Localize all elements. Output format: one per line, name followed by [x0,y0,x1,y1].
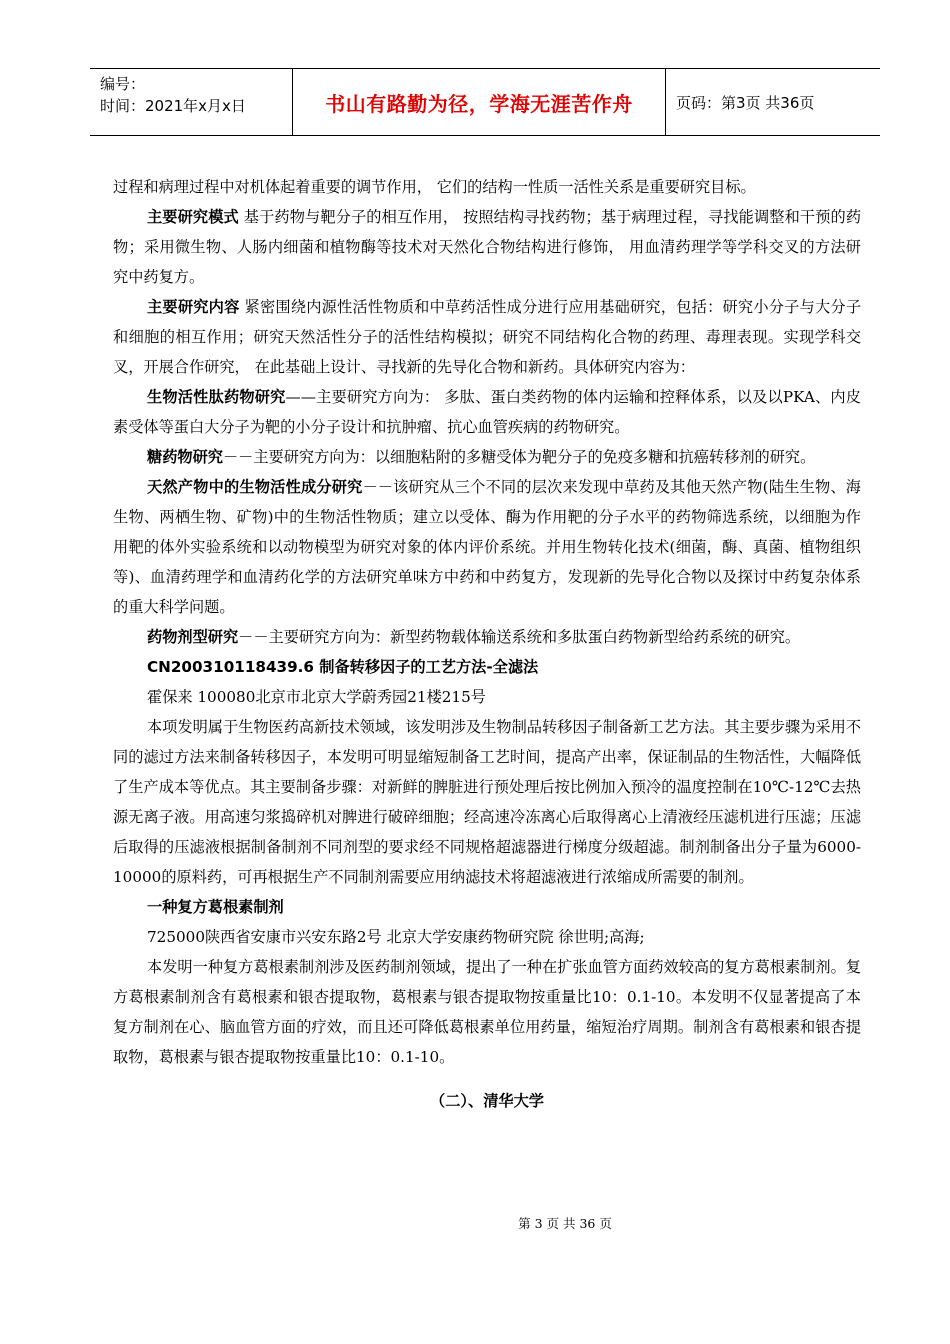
patent-title: CN200310118439.6 制备转移因子的工艺方法-全滤法 [147,658,539,676]
paragraph-peptide [113,382,861,442]
paragraph-dosage-form [113,622,861,652]
paragraph-natural-products [113,472,861,622]
paragraph-title: 主要研究模式 [147,208,239,226]
time-label: 时间：2021年x月x日 [100,97,246,115]
patent-abstract: 本项发明属于生物医药高新技术领域，该发明涉及生物制品转移因子制备新工艺方法。其主要步骤为采用不同的滤过方法来制备转移因子，本发明可明显缩短制备工艺时间，提高产出率，保证制品的生物活性，大幅降低了生产成本等优点。其主要制备步骤：对新鲜的脾脏进行预处理后按比例加入预冷的温度控制在10℃-12℃去热源无离子液。用高速匀浆捣碎机对脾进行破碎细胞；经高速冷冻离心后取得离心上清液经压滤机进行压滤；压滤后取得的压滤液根据制备制剂不同剂型的要求经不同规格超滤器进行梯度分级超滤。制剂制备出分子量为6000-10000的原料药，可再根据生产不同制剂需要应用纳滤技术将超滤液进行浓缩成所需要的制剂。 [113,718,861,886]
patent-title: 一种复方葛根素制剂 [147,898,284,916]
paragraph-title: 糖药物研究 [147,448,223,466]
header-page-info: 页码：第3页 共36页 [676,93,815,112]
paragraph-title: 主要研究内容 [147,298,240,316]
document-body [113,172,861,1116]
number-label: 编号： [100,75,146,93]
paragraph-text: 紧密围绕内源性活性物质和中草药活性成分进行应用基础研究，包括：研究小分子与大分子和细胞的相互作用；研究天然活性分子的活性结构模拟；研究不同结构化合物的药理、毒理表现。实现学科交叉，开展合作研究， 在此基础上设计、寻找新的先导化合物和新药。具体研究内容为： [113,298,862,376]
paragraph-text: ——主要研究方向为： 多肽、蛋白类药物的体内运输和控释体系，以及以PKA、内皮素受体等蛋白大分子为靶的小分子设计和抗肿瘤、抗心血管疾病的药物研究。 [113,388,861,436]
paragraph-text: －－主要研究方向为：新型药物载体输送系统和多肽蛋白药物新型给药系统的研究。 [238,628,801,646]
section-heading: （二）、清华大学 [430,1092,544,1110]
paragraph-title: 生物活性肽药物研究 [147,388,286,406]
paragraph-title: 药物剂型研究 [147,628,239,646]
paragraph-text: 基于药物与靶分子的相互作用， 按照结构寻找药物；基于病理过程，寻找能调整和干预的药物；采用微生物、人肠内细菌和植物酶等技术对天然化合物结构进行修饰， 用血清药理学等学科交叉的方法研究中药复方。 [113,208,862,286]
page-header [90,68,880,136]
paragraph-research-mode [113,202,861,292]
header-meta [90,69,292,135]
header-motto: 书山有路勤为径，学海无涯苦作舟 [292,69,666,135]
patent-abstract: 本发明一种复方葛根素制剂涉及医药制剂领域，提出了一种在扩张血管方面药效较高的复方葛根素制剂。复方葛根素制剂含有葛根素和银杏提取物，葛根素与银杏提取物按重量比10：0.1-10。本发明不仅显著提高了本复方制剂在心、脑血管方面的疗效，而且还可降低葛根素单位用药量，缩短治疗周期。制剂含有葛根素和银杏提取物，葛根素与银杏提取物按重量比10：0.1-10。 [113,958,861,1066]
paragraph: 过程和病理过程中对机体起着重要的调节作用， 它们的结构一性质一活性关系是重要研究目标。 [113,178,756,196]
paragraph-research-content [113,292,861,382]
paragraph-sugar [113,442,861,472]
patent-author: 霍保来 100080北京市北京大学蔚秀园21楼215号 [147,688,486,706]
patent-author: 725000陕西省安康市兴安东路2号 北京大学安康药物研究院 徐世明;高海; [147,928,645,946]
page-footer: 第 3 页 共 36 页 [518,1216,612,1231]
paragraph-text: －－该研究从三个不同的层次来发现中草药及其他天然产物(陆生生物、海生物、两栖生物、矿物)中的生物活性物质；建立以受体、酶为作用靶的分子水平的药物筛选系统，以细胞为作用靶的体外实验系统和以动物模型为研究对象的体内评价系统。并用生物转化技术(细菌，酶、真菌、植物组织等)、血清药理学和血清药化学的方法研究单味方中药和中药复方，发现新的先导化合物以及探讨中药复杂体系的重大科学问题。 [113,478,861,616]
paragraph-text: －－主要研究方向为：以细胞粘附的多糖受体为靶分子的免疫多糖和抗癌转移剂的研究。 [222,448,816,466]
paragraph-title: 天然产物中的生物活性成分研究 [147,478,363,496]
